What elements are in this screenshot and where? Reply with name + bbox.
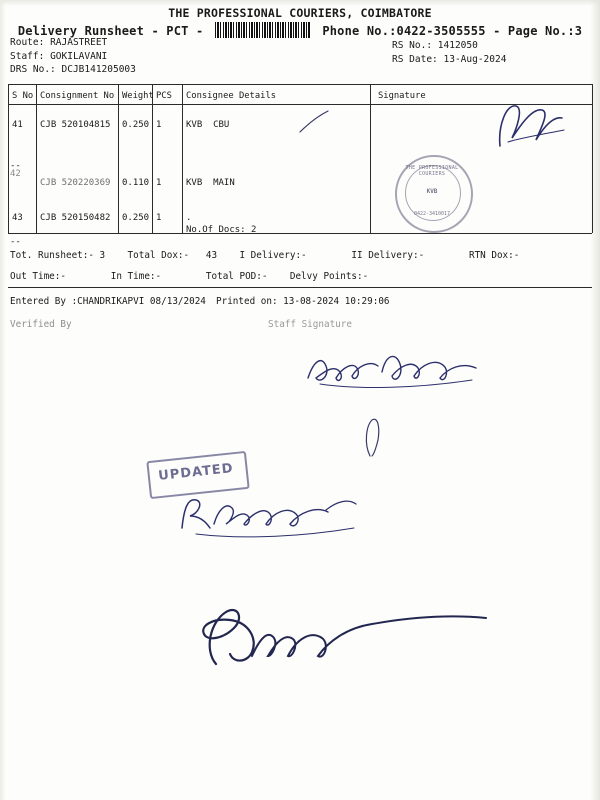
route-row — [10, 36, 136, 50]
printed-on: Printed on: 13-08-2024 10:29:06 — [216, 296, 390, 307]
table-row: CJB 520220369 — [40, 178, 111, 188]
round-stamp-top-text: THE PROFESSIONAL COURIERS — [405, 165, 459, 177]
table-row: . — [186, 213, 192, 223]
meta-left — [10, 36, 136, 77]
table-divider-5 — [370, 84, 371, 233]
staff-signature-label: Staff Signature — [268, 319, 352, 330]
document-title-right: Phone No.:0422-3505555 - Page No.:3 — [322, 24, 583, 38]
meta-right — [392, 39, 506, 66]
row-dash-mark: -- — [10, 161, 21, 171]
drs-row — [10, 63, 136, 77]
drs-value: DCJB141205003 — [61, 64, 136, 75]
table-row: 1 — [156, 120, 162, 130]
table-row: KVB MAIN — [186, 178, 235, 188]
column-header-weight: Weight — [122, 91, 154, 101]
table-row: 0.250 — [122, 213, 150, 223]
table-row: KVB CBU — [186, 120, 230, 130]
table-border-right — [592, 84, 593, 233]
signature-row1 — [490, 96, 580, 156]
footer-rule — [8, 287, 592, 288]
column-header-sno: S No — [12, 91, 34, 101]
verified-by-label: Verified By — [10, 319, 72, 330]
row-number-faded: 42 — [10, 169, 21, 179]
tick-mark-row1 — [296, 108, 336, 136]
rs-date-label: RS Date: — [392, 53, 438, 65]
updated-stamp-label: UPDATED — [157, 461, 235, 484]
table-divider-2 — [118, 84, 119, 233]
staff-value: GOKILAVANI — [50, 50, 108, 62]
table-row: 1 — [156, 213, 162, 223]
rs-no-label: RS No.: — [392, 40, 433, 51]
table-row: 43 — [12, 213, 23, 223]
table-border-left — [8, 84, 9, 233]
table-row: CJB 520150482 — [40, 213, 111, 223]
column-header-pcs: PCS — [156, 91, 172, 101]
company-title: THE PROFESSIONAL COURIERS, COIMBATORE — [168, 6, 432, 20]
hand-mark-middle — [352, 414, 392, 460]
table-bottom-rule — [8, 233, 592, 234]
rs-no-value: 1412050 — [437, 40, 478, 51]
table-row: 0.250 — [122, 120, 150, 130]
scan-edge-left — [0, 0, 6, 800]
table-header-rule — [8, 104, 592, 105]
table-row: 1 — [156, 178, 162, 188]
times-line: Out Time:- In Time:- Total POD:- Delvy Points:- — [10, 271, 369, 282]
round-stamp-bottom-text: 0422-3410017 — [413, 211, 451, 217]
column-header-consignment: Consignment No — [40, 91, 115, 101]
route-value: RAJASTREET — [50, 37, 108, 48]
column-header-signature: Signature — [378, 91, 426, 101]
staff-label: Staff: — [10, 50, 45, 62]
round-stamp-mid-text: KVB — [426, 188, 438, 195]
entered-by: Entered By :CHANDRIKAPVI 08/13/2024 — [10, 296, 206, 307]
barcode-icon — [215, 22, 311, 41]
drs-label: DRS No.: — [10, 64, 56, 75]
docs-summary: No.Of Docs: 2 — [186, 225, 257, 235]
table-row: CJB 520104815 — [40, 120, 111, 130]
round-stamp-text — [395, 155, 469, 229]
table-divider-1 — [36, 84, 37, 233]
rs-date-value: 13-Aug-2024 — [443, 53, 507, 65]
signature-verified-by — [300, 338, 490, 398]
table-divider-4 — [182, 84, 183, 233]
rs-date-row — [392, 53, 506, 67]
table-top-rule — [8, 84, 592, 85]
column-header-consignee: Consignee Details — [186, 91, 277, 101]
document-title-left: Delivery Runsheet - PCT - — [17, 24, 204, 38]
signature-bottom — [186, 594, 506, 674]
table-row: 0.110 — [122, 178, 150, 188]
rs-no-row — [392, 39, 506, 53]
staff-row — [10, 50, 136, 64]
table-row: 41 — [12, 120, 23, 130]
table-divider-3 — [152, 84, 153, 233]
totals-line: Tot. Runsheet:- 3 Total Dox:- 43 I Delivery:- II Delivery:- RTN Dox:- — [10, 250, 520, 261]
route-label: Route: — [10, 37, 45, 48]
table-end-dash: -- — [10, 237, 21, 247]
